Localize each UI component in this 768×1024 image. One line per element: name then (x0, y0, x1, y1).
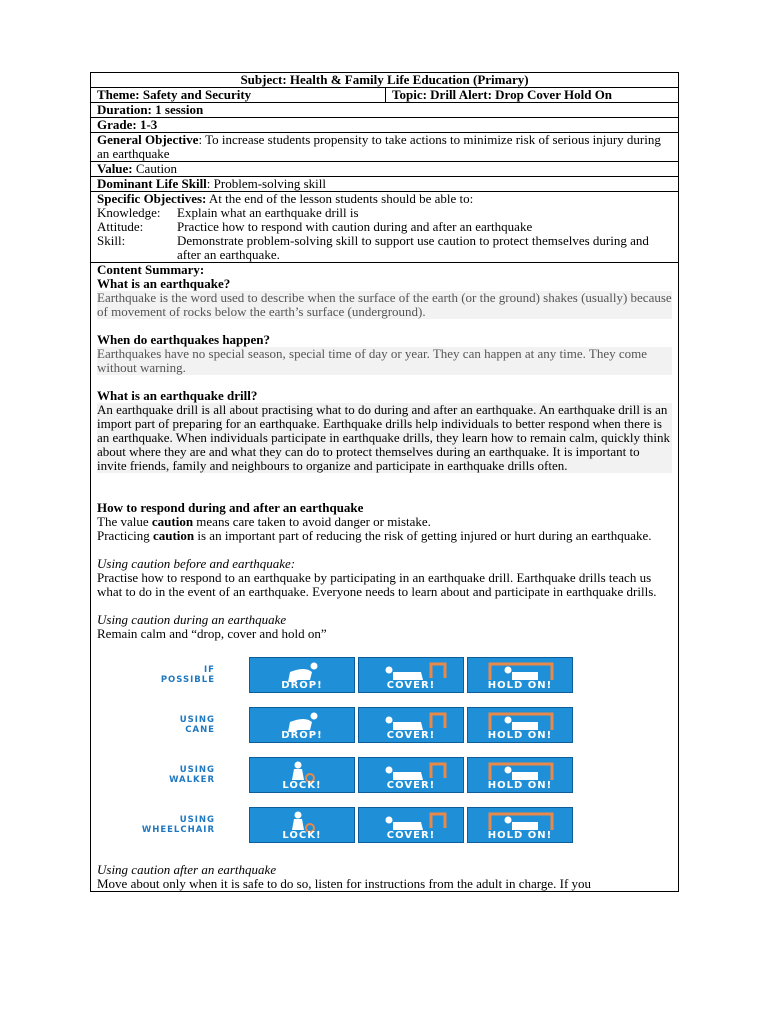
drop-cover-hold-graphic (97, 641, 672, 863)
before-heading: Using caution before and earthquake: (97, 556, 296, 571)
life-skill-cell (91, 177, 679, 192)
question-how-respond: How to respond during and after an earthquake (97, 500, 364, 515)
lock-tile (249, 757, 355, 793)
hold-on-tile (467, 707, 573, 743)
tile-caption: COVER! (386, 680, 436, 691)
general-objective-text: : To increase students propensity to take actions to minimize risk of serious injury during an earthquake (97, 132, 661, 161)
tile-caption: HOLD ON! (487, 730, 553, 741)
graphic-row (97, 707, 672, 743)
value-label: Value: (97, 161, 133, 176)
life-skill-label: Dominant Life Skill (97, 176, 207, 191)
theme-text: Theme: Safety and Security (97, 87, 252, 102)
caution-word: caution (151, 514, 194, 529)
duration-text: Duration: 1 session (97, 102, 204, 117)
objective-text: Practice how to respond with caution during and after an earthquake (177, 219, 533, 234)
tile-caption: HOLD ON! (487, 680, 553, 691)
drop-tile (249, 657, 355, 693)
tile-caption: HOLD ON! (487, 780, 553, 791)
objective-key: Knowledge: (97, 205, 161, 220)
tile-caption: HOLD ON! (487, 830, 553, 841)
hold-on-tile (467, 807, 573, 843)
cover-tile (358, 707, 464, 743)
practicing-pre: Practicing (97, 528, 153, 543)
tile-caption: DROP! (281, 680, 323, 691)
tile-caption: COVER! (386, 830, 436, 841)
practicing-word: caution (152, 528, 195, 543)
specific-objectives-label: Specific Objectives: (97, 191, 207, 206)
cover-tile (358, 807, 464, 843)
cover-tile (358, 757, 464, 793)
drop-tile (249, 707, 355, 743)
after-heading: Using caution after an earthquake (97, 862, 277, 877)
after-text: Move about only when it is safe to do so, listen for instructions from the adult in charge. If you (97, 876, 592, 891)
tile-caption: DROP! (281, 730, 323, 741)
objective-knowledge (97, 206, 672, 220)
tile-caption: LOCK! (282, 780, 322, 791)
practicing-caution (97, 529, 672, 543)
tile-caption: COVER! (386, 780, 436, 791)
theme-cell (91, 88, 386, 103)
specific-objectives-intro: At the end of the lesson students should be able to: (206, 191, 474, 206)
value-cell (91, 162, 679, 177)
answer-when-happen: Earthquakes have no special season, special time of day or year. They can happen at any time. They come without warning. (97, 347, 672, 375)
caution-pre: The value (97, 514, 152, 529)
graphic-row (97, 657, 672, 693)
content-heading: Content Summary: (97, 262, 205, 277)
subject-text: Subject: Health & Family Life Education (Primary) (240, 72, 529, 87)
general-objective-label: General Objective (97, 132, 199, 147)
tile-caption: COVER! (386, 730, 436, 741)
grade-text: Grade: 1-3 (97, 117, 158, 132)
general-objective-cell (91, 133, 679, 162)
topic-cell (386, 88, 679, 103)
caution-definition (97, 515, 672, 529)
graphic-row (97, 807, 672, 843)
graphic-row-label: USING WHEELCHAIR (141, 815, 215, 835)
practicing-post: is an important part of reducing the risk of getting injured or hurt during an earthquake. (194, 528, 652, 543)
value-text: Caution (132, 161, 178, 176)
subject-cell (91, 73, 679, 88)
caution-post: means care taken to avoid danger or mistake. (193, 514, 431, 529)
during-heading: Using caution during an earthquake (97, 612, 287, 627)
hold-on-tile (467, 757, 573, 793)
graphic-row-label: USING CANE (179, 715, 215, 735)
tile-caption: LOCK! (282, 830, 322, 841)
hold-on-tile (467, 657, 573, 693)
topic-text: Topic: Drill Alert: Drop Cover Hold On (392, 87, 613, 102)
graphic-row-label: USING WALKER (169, 765, 215, 785)
objective-text: Explain what an earthquake drill is (177, 205, 359, 220)
content-summary-cell (91, 263, 679, 892)
question-what-is-drill: What is an earthquake drill? (97, 388, 258, 403)
before-text: Practise how to respond to an earthquake by participating in an earthquake drill. Earthquake drills teach us what to do in the event of an earthquake. Everyone needs to learn about and participate in earthquake drills. (97, 570, 657, 599)
grade-cell (91, 118, 679, 133)
graphic-row (97, 757, 672, 793)
answer-what-is-earthquake: Earthquake is the word used to describe when the surface of the earth (or the ground) shakes (usually) because of movement of rocks below the earth’s surface (underground). (97, 290, 672, 319)
objective-key: Attitude: (97, 219, 144, 234)
lock-tile (249, 807, 355, 843)
answer-what-is-drill: An earthquake drill is all about practising what to do during and after an earthquake. An earthquake drill is an import part of preparing for an earthquake. Earthquake drills help individuals to better respond when there is an earthquake. When individuals participate in earthquake drills, they learn how to remain calm, quickly think about where they are and what they can do to protect themselves during an earthquake. It is important to invite friends, family and neighbours to organize and participate in earthquake drills often. (97, 402, 671, 473)
cover-tile (358, 657, 464, 693)
objective-key: Skill: (97, 233, 126, 248)
lesson-plan-table (90, 72, 679, 892)
life-skill-text: : Problem-solving skill (206, 176, 326, 191)
specific-objectives-cell (91, 192, 679, 263)
during-text: Remain calm and “drop, cover and hold on” (97, 626, 327, 641)
duration-cell (91, 103, 679, 118)
objective-skill (97, 234, 672, 262)
objective-attitude (97, 220, 672, 234)
question-when-happen: When do earthquakes happen? (97, 332, 271, 347)
question-what-is-earthquake: What is an earthquake? (97, 276, 231, 291)
objective-text: Demonstrate problem-solving skill to support use caution to protect themselves during and after an earthquake. (177, 233, 649, 262)
graphic-row-label: IF POSSIBLE (160, 665, 215, 685)
